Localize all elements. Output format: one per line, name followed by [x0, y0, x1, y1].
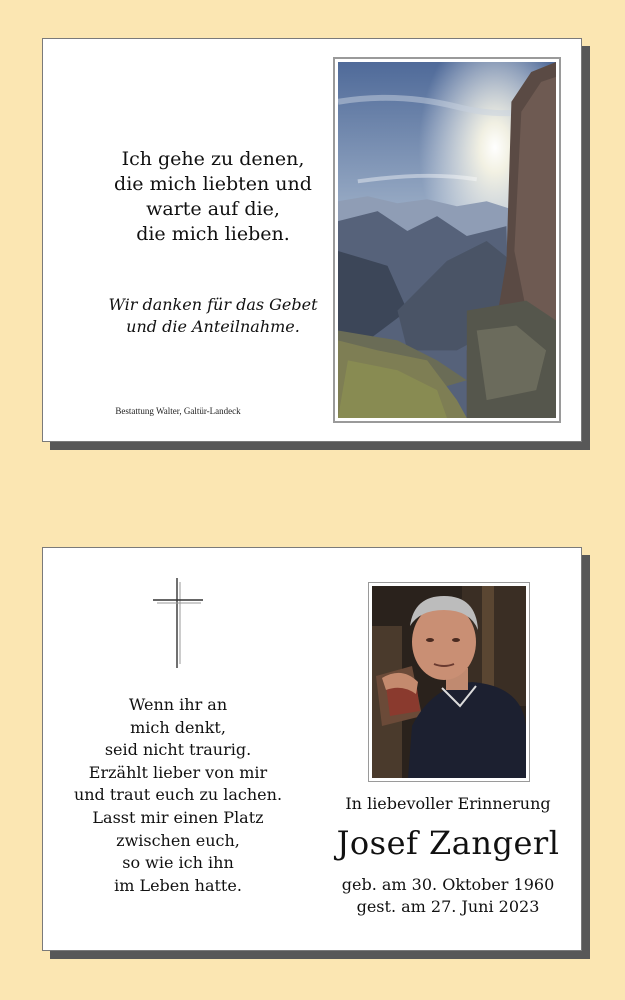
poem-line: die mich liebten und [114, 173, 312, 195]
birth-date: geb. am 30. Oktober 1960 [341, 875, 555, 894]
thanks-text [73, 294, 353, 338]
poem-line: zwischen euch, [116, 830, 240, 850]
mountain-photo [333, 57, 561, 423]
thanks-line: und die Anteilnahme. [126, 317, 300, 336]
poem-line: so wie ich ihn [122, 853, 234, 873]
undertaker-credit: Bestattung Walter, Galtür-Landeck [115, 406, 241, 416]
mountain-landscape-image [338, 62, 556, 418]
poem-line: mich denkt, [130, 717, 226, 737]
life-dates [313, 874, 583, 918]
deceased-name: Josef Zangerl [336, 824, 560, 862]
poem-line: Lasst mir einen Platz [92, 807, 264, 827]
poem-line: Ich gehe zu denen, [121, 148, 305, 170]
thanks-line: Wir danken für das Gebet [108, 295, 318, 314]
portrait-image [372, 586, 526, 778]
poem-line: warte auf die, [146, 198, 280, 220]
back-card [42, 547, 582, 951]
portrait-photo [368, 582, 530, 782]
poem-line: die mich lieben. [136, 223, 290, 245]
cross-icon [151, 578, 205, 668]
poem-line: und traut euch zu lachen. [73, 785, 283, 805]
front-card [42, 38, 582, 442]
death-date: gest. am 27. Juni 2023 [356, 897, 540, 916]
poem-line: seid nicht traurig. [104, 740, 252, 760]
poem-line: Wenn ihr an [128, 695, 228, 714]
poem-line: im Leben hatte. [114, 875, 242, 895]
front-poem [83, 147, 343, 247]
memory-heading: In liebevoller Erinnerung [345, 794, 551, 813]
back-poem [63, 694, 293, 897]
poem-line: Erzählt lieber von mir [88, 762, 268, 782]
